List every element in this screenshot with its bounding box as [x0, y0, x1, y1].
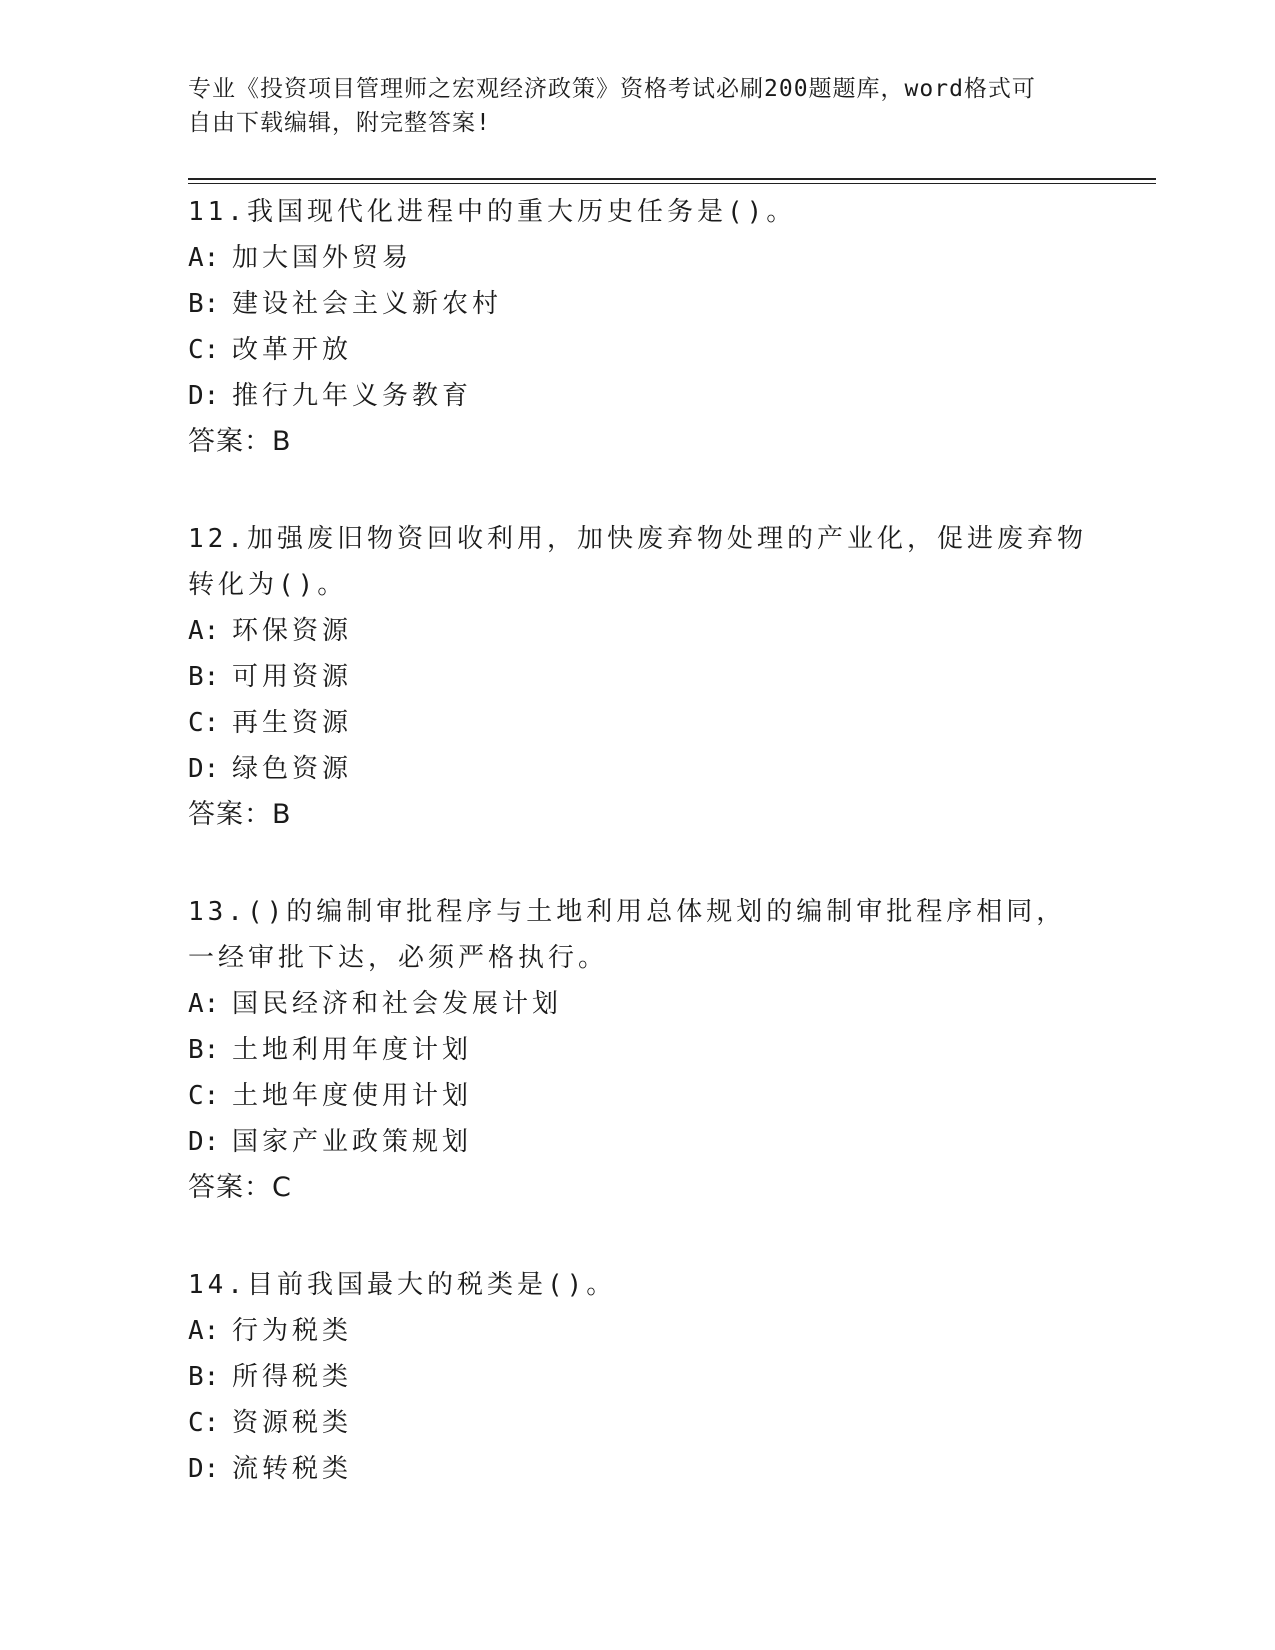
- option-letter: C:: [188, 335, 220, 365]
- option-text: 环保资源: [232, 616, 353, 646]
- option-text: 加大国外贸易: [232, 243, 413, 273]
- option-c: [188, 1400, 1088, 1446]
- option-text: 绿色资源: [232, 754, 353, 784]
- option-c: [188, 1073, 1088, 1119]
- option-b: [188, 281, 1088, 327]
- option-letter: B:: [188, 1362, 220, 1392]
- option-letter: D:: [188, 1127, 220, 1157]
- option-b: [188, 1354, 1088, 1400]
- option-text: 土地年度使用计划: [232, 1081, 473, 1111]
- header-title-line-2: 自由下载编辑，附完整答案!: [188, 110, 491, 136]
- option-letter: A:: [188, 1316, 220, 1346]
- option-a: [188, 235, 1088, 281]
- option-letter: D:: [188, 1454, 220, 1484]
- option-letter: A:: [188, 243, 220, 273]
- option-letter: C:: [188, 1408, 220, 1438]
- option-c: [188, 327, 1088, 373]
- option-text: 资源税类: [232, 1408, 353, 1438]
- answer-line: 答案：B: [188, 799, 292, 830]
- question-stem: 13.()的编制审批程序与土地利用总体规划的编制审批程序相同，一经审批下达，必须严格执行。: [188, 897, 1067, 973]
- option-text: 国家产业政策规划: [232, 1127, 473, 1157]
- question-stem: 12.加强废旧物资回收利用，加快废弃物处理的产业化，促进废弃物转化为()。: [188, 524, 1087, 600]
- option-letter: B:: [188, 289, 220, 319]
- option-text: 土地利用年度计划: [232, 1035, 473, 1065]
- option-letter: A:: [188, 989, 220, 1019]
- option-c: [188, 700, 1088, 746]
- option-text: 再生资源: [232, 708, 353, 738]
- option-text: 建设社会主义新农村: [232, 289, 503, 319]
- option-text: 推行九年义务教育: [232, 381, 473, 411]
- option-text: 行为税类: [232, 1316, 353, 1346]
- option-text: 可用资源: [232, 662, 353, 692]
- option-b: [188, 1027, 1088, 1073]
- option-d: [188, 1119, 1088, 1165]
- question-14: [188, 1262, 1088, 1492]
- header-title-line-1: 专业《投资项目管理师之宏观经济政策》资格考试必刷200题题库，word格式可: [188, 76, 1036, 102]
- question-stem: 14.目前我国最大的税类是()。: [188, 1270, 617, 1300]
- option-letter: D:: [188, 754, 220, 784]
- header-divider: [188, 178, 1156, 184]
- question-11: [188, 189, 1088, 465]
- option-letter: B:: [188, 662, 220, 692]
- option-d: [188, 373, 1088, 419]
- option-letter: D:: [188, 381, 220, 411]
- option-letter: A:: [188, 616, 220, 646]
- option-letter: B:: [188, 1035, 220, 1065]
- question-list: [188, 189, 1088, 1543]
- question-stem: 11.我国现代化进程中的重大历史任务是()。: [188, 197, 797, 227]
- option-text: 流转税类: [232, 1454, 353, 1484]
- option-d: [188, 1446, 1088, 1492]
- option-a: [188, 1308, 1088, 1354]
- option-text: 改革开放: [232, 335, 353, 365]
- option-b: [188, 654, 1088, 700]
- document-header: [188, 72, 1068, 140]
- option-d: [188, 746, 1088, 792]
- option-text: 国民经济和社会发展计划: [232, 989, 563, 1019]
- option-letter: C:: [188, 1081, 220, 1111]
- answer-line: 答案：B: [188, 426, 292, 457]
- option-text: 所得税类: [232, 1362, 353, 1392]
- question-12: [188, 516, 1088, 838]
- option-a: [188, 981, 1088, 1027]
- option-letter: C:: [188, 708, 220, 738]
- answer-line: 答案：C: [188, 1172, 292, 1203]
- option-a: [188, 608, 1088, 654]
- question-13: [188, 889, 1088, 1211]
